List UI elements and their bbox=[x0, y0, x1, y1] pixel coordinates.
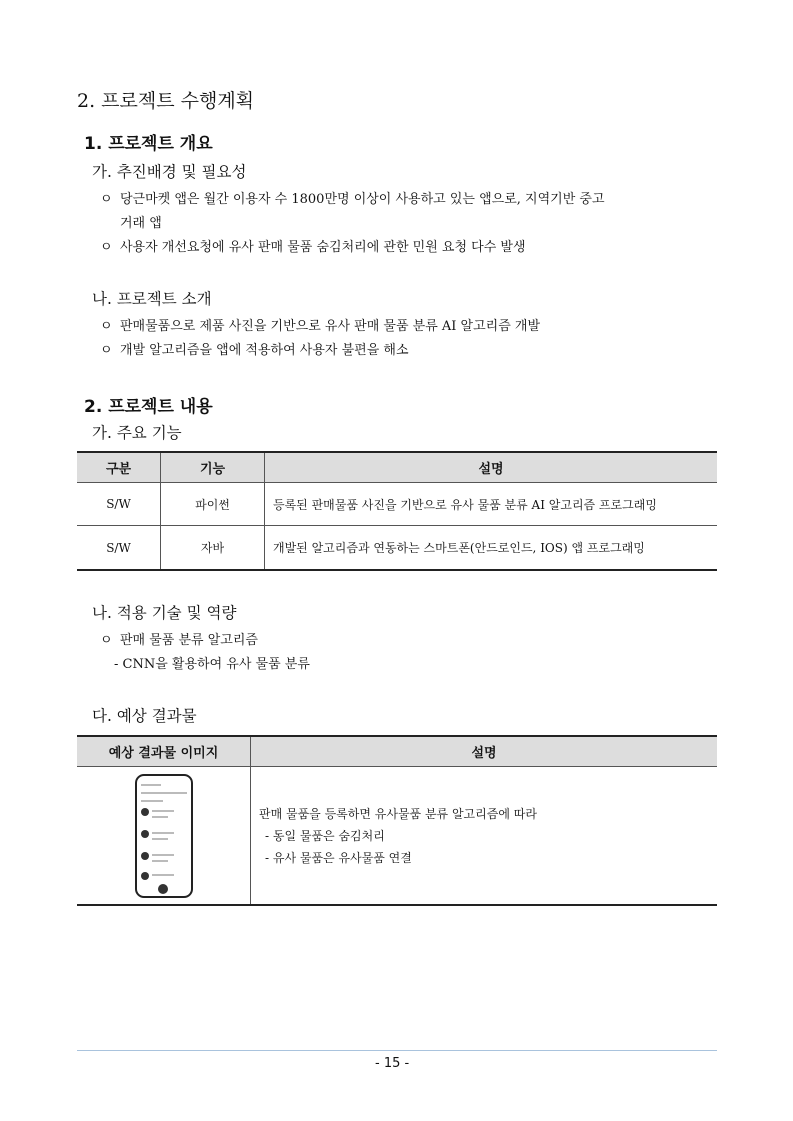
bullet-text: 판매물품으로 제품 사진을 기반으로 유사 판매 물품 분류 AI 알고리즘 개발 bbox=[120, 319, 541, 334]
listing-line bbox=[152, 854, 174, 856]
bullet-text: 당근마켓 앱은 월간 이용자 수 1800만명 이상이 사용하고 있는 앱으로, 지역기반 중고 bbox=[120, 192, 605, 207]
bullet-text: 판매 물품 분류 알고리즘 bbox=[120, 633, 258, 648]
listing-thumb bbox=[141, 872, 149, 880]
listing-line bbox=[152, 816, 168, 818]
table-header: 설명 bbox=[265, 452, 718, 483]
bullet-mark: ㅇ bbox=[100, 343, 113, 358]
table-row bbox=[77, 767, 717, 906]
listing-line bbox=[152, 832, 174, 834]
table-row bbox=[77, 483, 717, 526]
features-table bbox=[77, 451, 717, 571]
results-table bbox=[77, 735, 717, 906]
table-header: 구분 bbox=[77, 452, 161, 483]
section-title-content: 2. 프로젝트 내용 bbox=[84, 397, 213, 417]
table-cell: 개발된 알고리즘과 연동하는 스마트폰(안드로인드, IOS) 앱 프로그래밍 bbox=[265, 526, 718, 571]
table-cell: 파이썬 bbox=[161, 483, 265, 526]
table-cell: 등록된 판매물품 사진을 기반으로 유사 물품 분류 AI 알고리즘 프로그래밍 bbox=[265, 483, 718, 526]
table-header: 설명 bbox=[251, 736, 718, 767]
result-desc-cell bbox=[251, 767, 718, 906]
subsection-tech: 나. 적용 기술 및 역량 bbox=[92, 604, 237, 622]
table-cell: S/W bbox=[77, 526, 161, 571]
bullet-text: 사용자 개선요청에 유사 판매 물품 숨김처리에 관한 민원 요청 다수 발생 bbox=[120, 240, 526, 255]
section-title-overview: 1. 프로젝트 개요 bbox=[84, 134, 213, 154]
result-image-cell bbox=[77, 767, 251, 906]
dash-text: - CNN을 활용하여 유사 물품 분류 bbox=[114, 657, 310, 672]
listing-line bbox=[152, 838, 168, 840]
page-number: - 15 - bbox=[375, 1056, 410, 1071]
chapter-title: 2. 프로젝트 수행계획 bbox=[77, 90, 255, 112]
desc-line: 판매 물품을 등록하면 유사물품 분류 알고리즘에 따라 bbox=[259, 806, 537, 821]
subsection-background: 가. 추진배경 및 필요성 bbox=[92, 163, 247, 181]
listing-line bbox=[152, 810, 174, 812]
desc-line: - 유사 물품은 유사물품 연결 bbox=[265, 850, 412, 865]
listing-thumb bbox=[141, 852, 149, 860]
bullet-mark: ㅇ bbox=[100, 319, 113, 334]
table-cell: S/W bbox=[77, 483, 161, 526]
phone-home-button bbox=[158, 884, 168, 894]
listing-thumb bbox=[141, 808, 149, 816]
table-header-row bbox=[77, 452, 717, 483]
subsection-intro: 나. 프로젝트 소개 bbox=[92, 290, 212, 308]
table-row bbox=[77, 526, 717, 571]
bullet-mark: ㅇ bbox=[100, 633, 113, 648]
table-header-row bbox=[77, 736, 717, 767]
subsection-results: 다. 예상 결과물 bbox=[92, 707, 197, 725]
bullet-mark: ㅇ bbox=[100, 192, 113, 207]
table-header: 예상 결과물 이미지 bbox=[77, 736, 251, 767]
phone-screenshot-image bbox=[135, 774, 193, 898]
phone-status-bar bbox=[141, 784, 161, 786]
phone-chip bbox=[141, 800, 163, 802]
listing-line bbox=[152, 874, 174, 876]
listing-line bbox=[152, 860, 168, 862]
table-cell: 자바 bbox=[161, 526, 265, 571]
bullet-text-cont: 거래 앱 bbox=[120, 216, 162, 231]
table-header: 기능 bbox=[161, 452, 265, 483]
listing-thumb bbox=[141, 830, 149, 838]
footer-divider bbox=[77, 1050, 717, 1051]
bullet-mark: ㅇ bbox=[100, 240, 113, 255]
bullet-text: 개발 알고리즘을 앱에 적용하여 사용자 불편을 해소 bbox=[120, 343, 409, 358]
subsection-features: 가. 주요 기능 bbox=[92, 424, 182, 442]
phone-search-bar bbox=[141, 792, 187, 794]
desc-line: - 동일 물품은 숨김처리 bbox=[265, 828, 385, 843]
